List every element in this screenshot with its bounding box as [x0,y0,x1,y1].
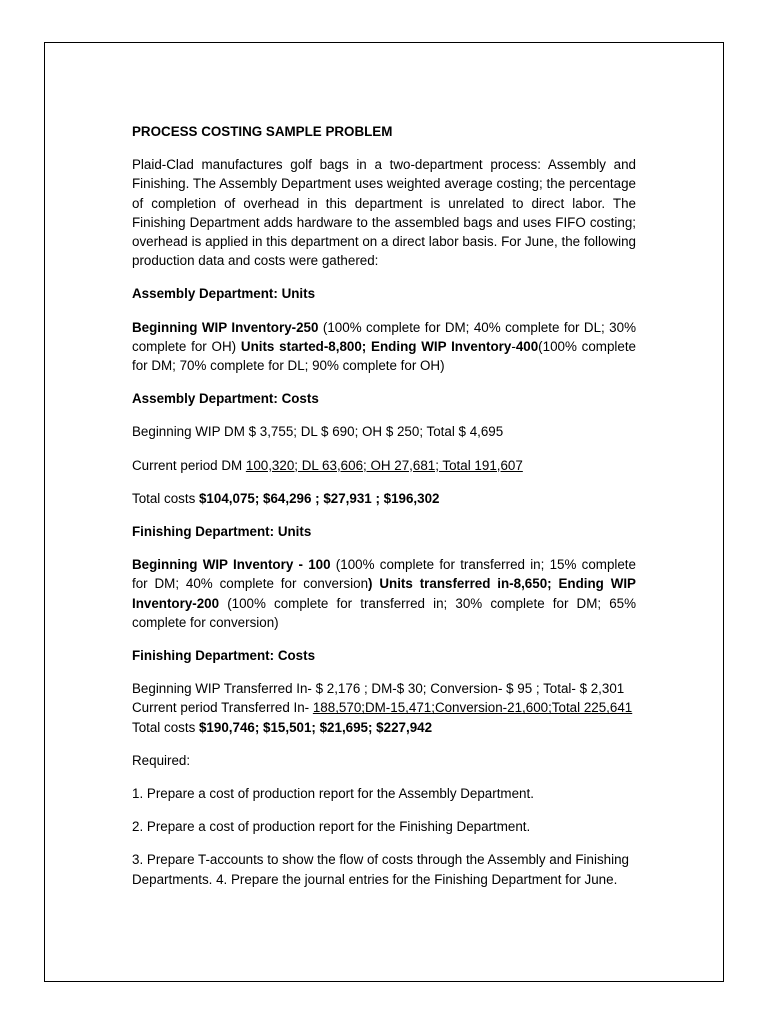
required-item: 1. Prepare a cost of production report for the Assembly Department. [132,786,534,802]
finishing-total-prefix: Total costs [132,719,199,735]
finishing-current-values: 188,570;DM-15,471;Conversion-21,600;Total 225,641 [312,700,633,716]
finishing-current-prefix: Current period Transferred In- [132,700,313,716]
required-item: 2. Prepare a cost of production report for the Finishing Department. [132,819,531,835]
assembly-beginning-wip-label: Beginning WIP Inventory-250 [132,319,319,335]
finishing-total-costs [132,718,636,737]
assembly-units-heading: Assembly Department: Units [132,286,316,302]
assembly-total-costs [132,489,636,508]
finishing-beginning-wip-label: Beginning WIP Inventory - 100 [132,557,331,573]
assembly-ending-wip-value: 400 [515,338,539,354]
finishing-ending-wip-detail: (100% complete for transferred in; 30% complete for DM; 65% complete for conversion) [132,595,636,630]
assembly-costs-heading: Assembly Department: Costs [132,391,319,407]
finishing-beginning-costs: Beginning WIP Transferred In- $ 2,176 ; DM-$ 30; Conversion- $ 95 ; Total- $ 2,301 [132,681,625,697]
assembly-units-paragraph [132,318,636,376]
finishing-units-heading: Finishing Department: Units [132,524,312,540]
assembly-ending-wip-detail: (100% complete for DM; 70% complete for DL; 90% complete for OH) [132,338,636,374]
assembly-current-prefix: Current period DM [132,457,246,473]
document-title: PROCESS COSTING SAMPLE PROBLEM [132,124,393,139]
assembly-current-costs [132,456,636,475]
finishing-current-costs [132,698,636,717]
assembly-total-prefix: Total costs [132,490,199,506]
finishing-units-transferred-label: ) Units transferred in-8,650; Ending WIP Inventory-200 [132,576,636,611]
assembly-current-values: 100,320; DL 63,606; OH 27,681; Total 191,607 [245,457,523,473]
finishing-costs-heading: Finishing Department: Costs [132,648,316,664]
assembly-total-values: $104,075; $64,296 ; $27,931 ; $196,302 [198,490,440,506]
intro-paragraph: Plaid-Clad manufactures golf bags in a two-department process: Assembly and Finishing. The Assembly Department uses weighted average costing; the percentage of completion of overhead in this department is unrelated to direct labor. The Finishing Department adds hardware to the assembled bags and uses FIFO costing; overhead is applied in this department on a direct labor basis. For June, the following production data and costs were gathered: [132,157,636,269]
finishing-units-paragraph [132,555,636,632]
required-item: 3. Prepare T-accounts to show the flow of costs through the Assembly and Finishing Departments. 4. Prepare the journal entries for the Finishing Department for June. [132,852,629,887]
assembly-beginning-wip-detail: (100% complete for DM; 40% complete for DL; 30% complete for OH) [132,319,636,354]
assembly-units-started-label: Units started-8,800; Ending WIP Inventory [240,338,512,354]
required-label: Required: [132,752,191,768]
finishing-beginning-wip-detail: (100% complete for transferred in; 15% complete for DM; 40% complete for conversion [132,557,636,592]
assembly-beginning-costs: Beginning WIP DM $ 3,755; DL $ 690; OH $ 250; Total $ 4,695 [132,424,504,440]
finishing-total-values: $190,746; $15,501; $21,695; $227,942 [198,719,433,735]
document-body [132,122,636,889]
assembly-dash: - [511,338,516,354]
